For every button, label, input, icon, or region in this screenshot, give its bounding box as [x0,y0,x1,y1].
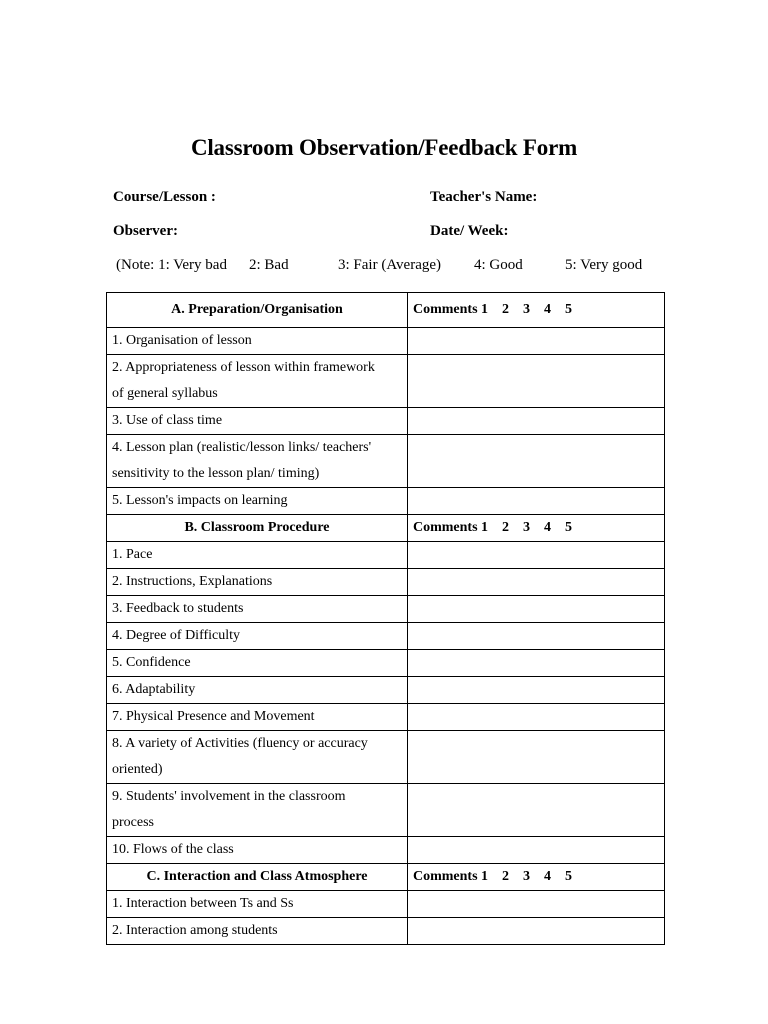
course-lesson-label: Course/Lesson : [113,189,216,205]
observer-label: Observer: [113,223,178,239]
section-title: B. Classroom Procedure [107,515,408,542]
rating-scale-header: Comments 1 2 3 4 5 [408,293,665,328]
criterion-row [107,731,665,784]
rating-note-4: 4: Good [474,257,523,273]
rating-note-3: 3: Fair (Average) [338,257,442,273]
comments-rating-cell[interactable] [408,784,665,837]
criterion-text-line: process [112,815,154,830]
criterion-row [107,837,665,864]
criterion-row [107,623,665,650]
criterion-text-line: 2. Instructions, Explanations [112,574,273,589]
observation-table [106,292,665,945]
criterion-text-line: of general syllabus [112,386,218,401]
criterion-text-line: 5. Confidence [112,655,191,670]
rating-note-2: 2: Bad [249,257,289,273]
criterion-label [107,650,408,677]
comments-rating-cell[interactable] [408,891,665,918]
criterion-label [107,891,408,918]
rating-note-1: (Note: 1: Very bad [116,257,227,273]
criterion-text-line: sensitivity to the lesson plan/ timing) [112,466,320,481]
comments-rating-cell[interactable] [408,837,665,864]
criterion-row [107,704,665,731]
criterion-text-line: 3. Use of class time [112,413,223,428]
criterion-label [107,408,408,435]
criterion-label [107,784,408,837]
comments-rating-cell[interactable] [408,435,665,488]
comments-rating-cell[interactable] [408,596,665,623]
form-title: Classroom Observation/Feedback Form [190,135,578,160]
criterion-label [107,488,408,515]
criterion-label [107,435,408,488]
criterion-text-line: 9. Students' involvement in the classroom [112,789,346,804]
criterion-text-line: 1. Organisation of lesson [112,333,252,348]
section-header-row [107,864,665,891]
criterion-text-line: 10. Flows of the class [112,842,234,857]
criterion-text-line: 4. Degree of Difficulty [112,628,241,643]
comments-rating-cell[interactable] [408,918,665,945]
criterion-label [107,731,408,784]
criterion-label [107,918,408,945]
criterion-row [107,784,665,837]
criterion-row [107,542,665,569]
criterion-text-line: 1. Interaction between Ts and Ss [112,896,294,911]
criterion-row [107,488,665,515]
criterion-row [107,596,665,623]
criterion-text-line: 8. A variety of Activities (fluency or accuracy [112,736,368,751]
teacher-name-label: Teacher's Name: [430,189,538,205]
criterion-label [107,623,408,650]
criterion-text-line: 1. Pace [112,547,153,562]
criterion-text-line: 6. Adaptability [112,682,196,697]
comments-rating-cell[interactable] [408,488,665,515]
comments-rating-cell[interactable] [408,408,665,435]
criterion-row [107,435,665,488]
criterion-row [107,650,665,677]
criterion-row [107,328,665,355]
criterion-text-line: 3. Feedback to students [112,601,244,616]
criterion-label [107,569,408,596]
criterion-label [107,542,408,569]
criterion-row [107,355,665,408]
comments-rating-cell[interactable] [408,328,665,355]
comments-rating-cell[interactable] [408,704,665,731]
criterion-label [107,596,408,623]
criterion-row [107,677,665,704]
criterion-text-line: 5. Lesson's impacts on learning [112,493,288,508]
criterion-row [107,891,665,918]
comments-rating-cell[interactable] [408,731,665,784]
rating-scale-header: Comments 1 2 3 4 5 [408,515,665,542]
criterion-row [107,408,665,435]
criterion-text-line: 7. Physical Presence and Movement [112,709,315,724]
comments-rating-cell[interactable] [408,677,665,704]
criterion-label [107,355,408,408]
criterion-row [107,918,665,945]
section-header-row [107,293,665,328]
comments-rating-cell[interactable] [408,650,665,677]
criterion-label [107,837,408,864]
criterion-text-line: 4. Lesson plan (realistic/lesson links/ teachers' [112,440,372,455]
comments-rating-cell[interactable] [408,542,665,569]
criterion-text-line: 2. Appropriateness of lesson within framework [112,360,375,375]
criterion-text-line: 2. Interaction among students [112,923,278,938]
comments-rating-cell[interactable] [408,623,665,650]
rating-note-5: 5: Very good [565,257,643,273]
section-title: C. Interaction and Class Atmosphere [107,864,408,891]
comments-rating-cell[interactable] [408,355,665,408]
section-title: A. Preparation/Organisation [107,293,408,328]
rating-scale-header: Comments 1 2 3 4 5 [408,864,665,891]
criterion-label [107,677,408,704]
section-header-row [107,515,665,542]
criterion-row [107,569,665,596]
criterion-label [107,704,408,731]
criterion-text-line: oriented) [112,762,163,777]
criterion-label [107,328,408,355]
comments-rating-cell[interactable] [408,569,665,596]
date-week-label: Date/ Week: [430,223,509,239]
